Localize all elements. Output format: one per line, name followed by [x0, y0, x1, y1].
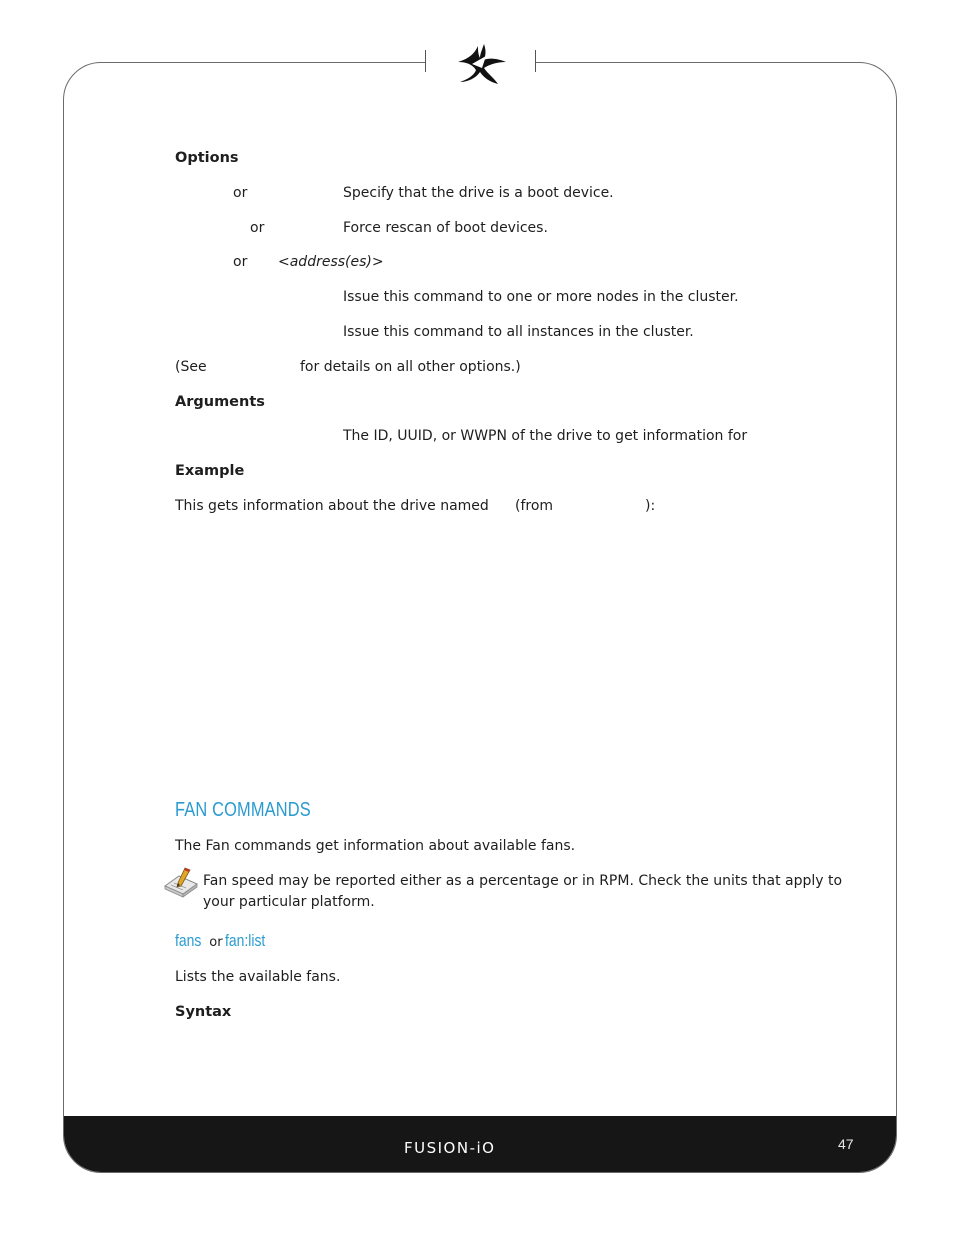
- rescan-option-or: or: [250, 220, 265, 236]
- boot-option-description: Specify that the drive is a boot device.: [343, 185, 614, 201]
- example-text-part-2: (from: [515, 498, 554, 514]
- fusion-io-star-logo-icon: [452, 42, 508, 86]
- fusion-io-brand-logo: [404, 1138, 554, 1156]
- fans-command-title: [175, 931, 274, 951]
- svg-text:FUSION-iO: FUSION-iO: [404, 1139, 496, 1156]
- note-pencil-icon: [163, 866, 199, 900]
- note-text-line-2: your particular platform.: [203, 894, 375, 910]
- example-heading: Example: [175, 463, 245, 479]
- address-option-or: or: [233, 254, 248, 270]
- all-option-description: Issue this command to all instances in the cluster.: [343, 324, 694, 340]
- options-heading: Options: [175, 150, 239, 166]
- note-text-line-1: Fan speed may be reported either as a percentage or in RPM. Check the units that apply to: [203, 873, 843, 889]
- frame-tick-left: [425, 50, 426, 72]
- page-number: 47: [838, 1136, 854, 1152]
- fan-commands-title: FAN COMMANDS: [175, 799, 311, 821]
- example-text-part-1: This gets information about the drive named: [175, 498, 489, 514]
- syntax-heading: Syntax: [175, 1004, 232, 1020]
- example-text-part-3: ):: [645, 498, 656, 514]
- frame-tick-right: [535, 50, 536, 72]
- fan-list-command-name: fan:list: [224, 931, 265, 950]
- see-reference-suffix: for details on all other options.): [300, 359, 521, 375]
- rescan-option-description: Force rescan of boot devices.: [343, 220, 548, 236]
- fans-command-description: Lists the available fans.: [175, 969, 341, 985]
- see-reference-prefix: (See: [175, 359, 207, 375]
- fans-command-name: fans: [175, 931, 202, 950]
- boot-option-or: or: [233, 185, 248, 201]
- address-option-description: Issue this command to one or more nodes in the cluster.: [343, 289, 739, 305]
- fans-command-or: or: [209, 935, 223, 950]
- address-option-argument: <address(es)>: [278, 254, 384, 270]
- fan-commands-intro: The Fan commands get information about available fans.: [175, 838, 576, 854]
- arguments-heading: Arguments: [175, 394, 265, 410]
- id-argument-description: The ID, UUID, or WWPN of the drive to get information for: [343, 428, 748, 444]
